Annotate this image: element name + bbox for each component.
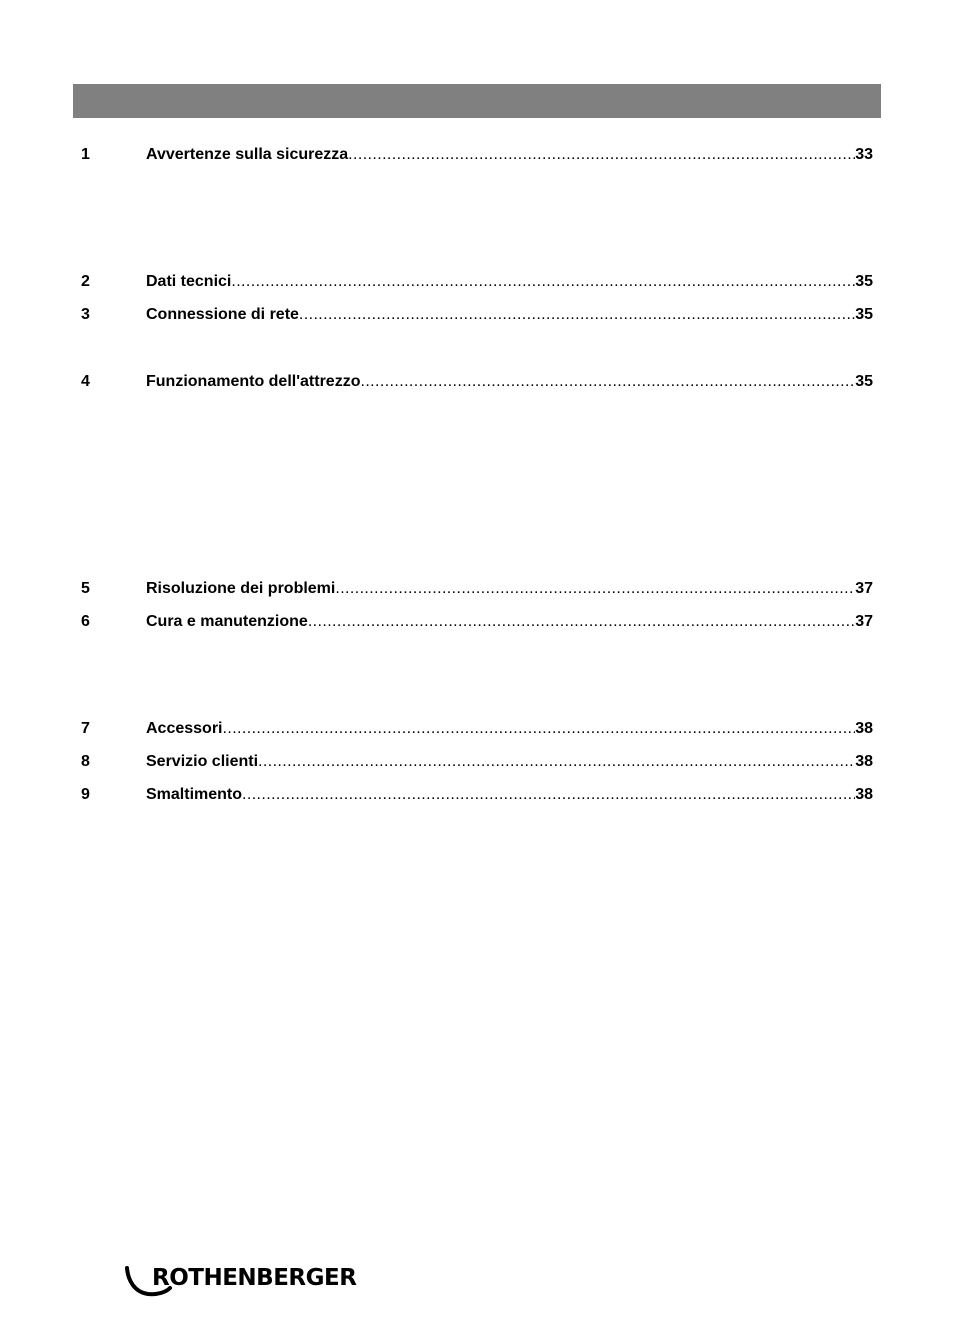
toc-entry-page: 33 xyxy=(855,146,873,163)
toc-dot-leader xyxy=(360,372,855,392)
toc-entry[interactable] xyxy=(81,612,873,632)
toc-entry-number: 9 xyxy=(81,786,90,803)
toc-entry-page: 37 xyxy=(855,580,873,597)
toc-entry[interactable] xyxy=(81,785,873,805)
toc-entry-title: Servizio clienti xyxy=(146,753,259,770)
toc-entry-title: Dati tecnici xyxy=(146,273,232,290)
toc-entry-page: 38 xyxy=(855,753,873,770)
toc-entry-number: 6 xyxy=(81,613,90,630)
toc-entry-page: 37 xyxy=(855,613,873,630)
toc-entry-page: 35 xyxy=(855,373,873,390)
brand-logo xyxy=(124,1262,364,1298)
toc-entry[interactable] xyxy=(81,305,873,325)
toc-entry-number: 7 xyxy=(81,720,90,737)
header-bar xyxy=(73,84,881,118)
toc-entry-page: 38 xyxy=(855,786,873,803)
toc-entry-number: 2 xyxy=(81,273,90,290)
toc-entry[interactable] xyxy=(81,752,873,772)
toc-dot-leader xyxy=(223,719,856,739)
toc-dot-leader xyxy=(348,145,855,165)
toc-dot-leader xyxy=(231,272,855,292)
toc-entry-page: 38 xyxy=(855,720,873,737)
toc-entry-page: 35 xyxy=(855,306,873,323)
toc-entry-title: Funzionamento dell'attrezzo xyxy=(146,373,361,390)
toc-dot-leader xyxy=(258,752,855,772)
toc-entry-number: 5 xyxy=(81,580,90,597)
toc-dot-leader xyxy=(335,579,855,599)
toc-dot-leader xyxy=(308,612,855,632)
toc-entry-title: Avvertenze sulla sicurezza xyxy=(146,146,349,163)
toc-entry[interactable] xyxy=(81,719,873,739)
toc-entry-page: 35 xyxy=(855,273,873,290)
toc-dot-leader xyxy=(299,305,855,325)
toc-entry[interactable] xyxy=(81,372,873,392)
toc-entry-title: Risoluzione dei problemi xyxy=(146,580,336,597)
toc-entry-title: Connessione di rete xyxy=(146,306,299,323)
toc-dot-leader xyxy=(242,785,855,805)
toc-entry-title: Accessori xyxy=(146,720,223,737)
toc-entry[interactable] xyxy=(81,272,873,292)
toc-entry-number: 8 xyxy=(81,753,90,770)
toc-entry-title: Smaltimento xyxy=(146,786,243,803)
toc-entry-number: 3 xyxy=(81,306,90,323)
toc-entry[interactable] xyxy=(81,579,873,599)
toc-entry[interactable] xyxy=(81,145,873,165)
brand-name: ROTHENBERGER xyxy=(152,1265,357,1291)
toc-entry-number: 1 xyxy=(81,146,90,163)
toc-entry-number: 4 xyxy=(81,373,90,390)
toc-entry-title: Cura e manutenzione xyxy=(146,613,308,630)
